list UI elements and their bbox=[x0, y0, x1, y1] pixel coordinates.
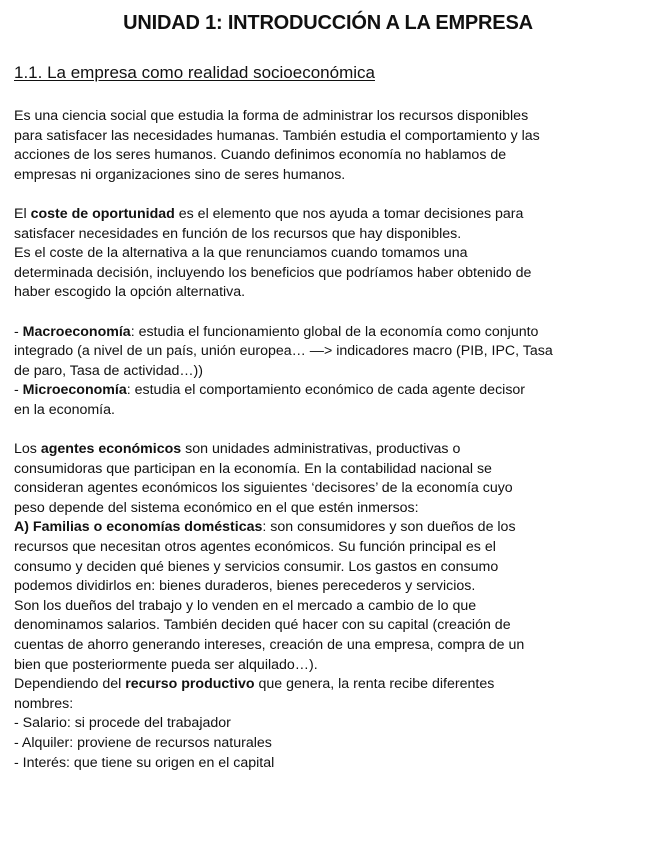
term-familias: A) Familias o economías domésticas bbox=[14, 519, 263, 536]
term-agentes-economicos: agentes económicos bbox=[40, 441, 182, 458]
paragraph-line: consumidoras que participan en la economía. En la contabilidad nacional se bbox=[14, 460, 492, 477]
list-item: - Salario: si procede del trabajador bbox=[14, 715, 231, 732]
term-macroeconomia: Macroeconomía bbox=[22, 323, 131, 340]
paragraph-line: satisfacer necesidades en función de los recursos que hay disponibles. bbox=[14, 225, 462, 242]
paragraph-line: Es una ciencia social que estudia la forma de administrar los recursos disponibles bbox=[14, 108, 529, 124]
list-item: - Interés: que tiene su origen en el capital bbox=[14, 754, 275, 771]
text-run: es el elemento que nos ayuda a tomar decisiones para bbox=[174, 205, 524, 222]
text-run: que genera, la renta recibe diferentes bbox=[254, 676, 495, 693]
paragraph-line: cuentas de ahorro generando intereses, creación de una empresa, compra de un bbox=[14, 637, 525, 654]
paragraph-line bbox=[14, 518, 646, 538]
paragraph-line bbox=[14, 440, 646, 460]
paragraph-line: consumo y deciden qué bienes y servicios consumir. Los gastos en consumo bbox=[14, 558, 499, 575]
paragraph-line: determinada decisión, incluyendo los beneficios que podríamos haber obtenido de bbox=[14, 264, 532, 281]
paragraph-gap bbox=[14, 303, 646, 323]
paragraph-line: Son los dueños del trabajo y lo venden en el mercado a cambio de lo que bbox=[14, 597, 477, 614]
paragraph-line: nombres: bbox=[14, 695, 74, 712]
paragraph-line: podemos dividirlos en: bienes duraderos, bienes perecederos y servicios. bbox=[14, 578, 476, 595]
page-title: UNIDAD 1: INTRODUCCIÓN A LA EMPRESA bbox=[123, 12, 533, 34]
term-microeconomia: Microeconomía bbox=[22, 382, 127, 399]
paragraph-line: peso depende del sistema económico en el que estén inmersos: bbox=[14, 499, 419, 516]
document-body bbox=[14, 107, 646, 773]
text-run: Los bbox=[14, 441, 41, 458]
paragraph-line: para satisfacer las necesidades humanas. También estudia el comportamiento y las bbox=[14, 127, 540, 144]
term-recurso-productivo: recurso productivo bbox=[125, 676, 255, 693]
paragraph-gap bbox=[14, 185, 646, 205]
paragraph-line: integrado (a nivel de un país, unión europea… —> indicadores macro (PIB, IPC, Tasa bbox=[14, 343, 553, 360]
paragraph-line bbox=[14, 205, 646, 225]
paragraph-line: Es el coste de la alternativa a la que renunciamos cuando tomamos una bbox=[14, 245, 468, 262]
paragraph-line: de paro, Tasa de actividad…)) bbox=[14, 362, 204, 379]
paragraph-gap bbox=[14, 421, 646, 441]
text-run: : son consumidores y son dueños de los bbox=[262, 519, 516, 536]
text-run: : estudia el funcionamiento global de la economía como conjunto bbox=[130, 323, 539, 340]
text-run: El bbox=[14, 205, 31, 222]
paragraph-line: acciones de los seres humanos. Cuando definimos economía no hablamos de bbox=[14, 147, 507, 164]
paragraph-line: haber escogido la opción alternativa. bbox=[14, 284, 246, 301]
text-run: - bbox=[14, 323, 23, 340]
list-item-macroeconomia bbox=[14, 323, 646, 343]
paragraph-line: denominamos salarios. También deciden qué hacer con su capital (creación de bbox=[14, 617, 511, 634]
paragraph-line: empresas ni organizaciones sino de seres humanos. bbox=[14, 166, 346, 183]
paragraph-line: consideran agentes económicos los siguientes ‘decisores’ de la economía cuyo bbox=[14, 480, 513, 497]
paragraph-line: recursos que necesitan otros agentes económicos. Su función principal es el bbox=[14, 539, 496, 556]
list-item-microeconomia bbox=[14, 381, 646, 401]
section-heading: 1.1. La empresa como realidad socioeconómica bbox=[14, 63, 375, 82]
term-coste-de-oportunidad: coste de oportunidad bbox=[30, 205, 175, 222]
list-item: - Alquiler: proviene de recursos naturales bbox=[14, 735, 272, 751]
text-run: Dependiendo del bbox=[14, 676, 126, 693]
paragraph-line: en la economía. bbox=[14, 401, 115, 418]
paragraph-line: bien que posteriormente pueda ser alquilado…). bbox=[14, 656, 318, 673]
text-run: - bbox=[14, 382, 23, 399]
text-run: son unidades administrativas, productivas o bbox=[181, 441, 461, 458]
paragraph-line bbox=[14, 675, 646, 695]
text-run: : estudia el comportamiento económico de cada agente decisor bbox=[126, 382, 526, 399]
